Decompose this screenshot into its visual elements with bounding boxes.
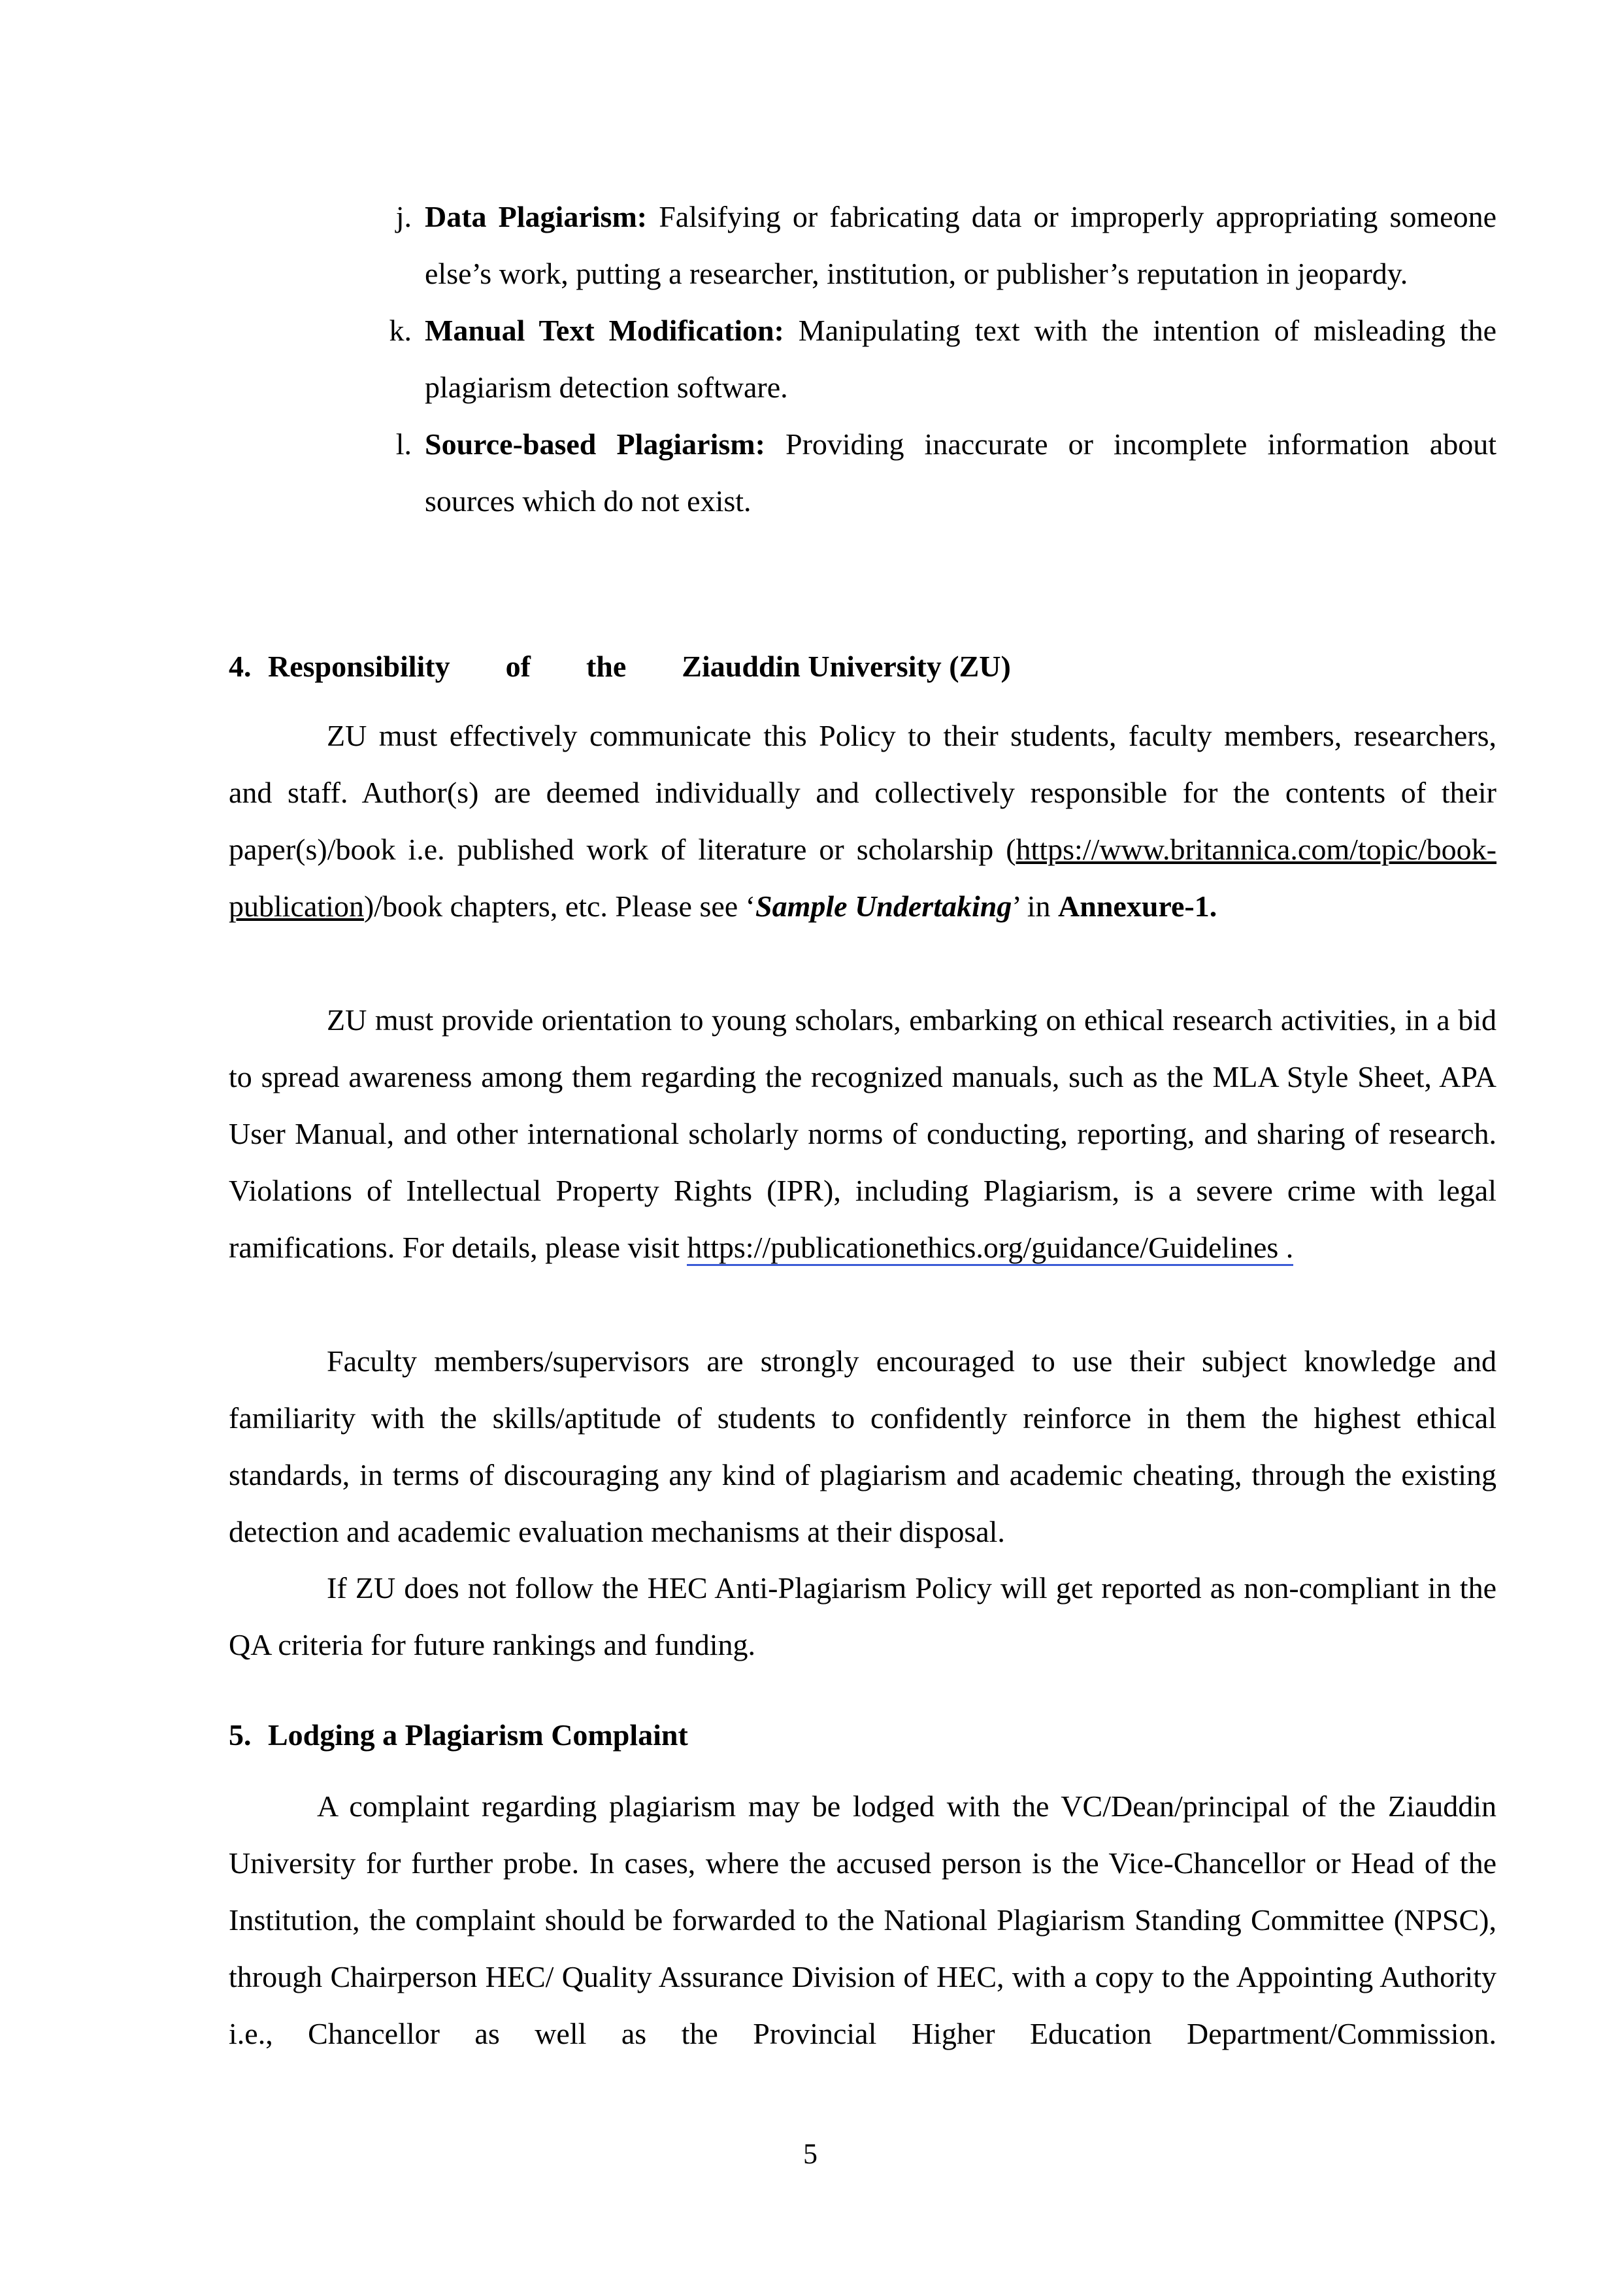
- list-term: Manual Text Modification:: [425, 314, 784, 347]
- page-number: 5: [803, 2138, 818, 2170]
- list-item: [366, 188, 1496, 302]
- section-number: 4.: [229, 650, 252, 683]
- section-number: 5.: [229, 1718, 252, 1752]
- paragraph-text: )/book chapters, etc. Please see ‘: [363, 890, 756, 923]
- heading-word: Ziauddin University (ZU): [682, 650, 1011, 683]
- paragraph-text: ZU must effectively communicate this Policy to their students, faculty members, researchers, and staff. Author(s) are deemed individually and collectively responsible for the contents of their paper(s)/book i.e. published work of literature or scholarship (: [229, 719, 1496, 866]
- annexure-ref: Annexure-1.: [1058, 890, 1217, 923]
- paragraph-text: ’ in: [1012, 890, 1059, 923]
- publicationethics-link[interactable]: https://publicationethics.org/guidance/Guidelines .: [687, 1231, 1293, 1266]
- paragraph: If ZU does not follow the HEC Anti-Plagiarism Policy will get reported as non-compliant in the QA criteria for future rankings and funding.: [229, 1571, 1496, 1661]
- list-term: Source-based Plagiarism:: [425, 427, 765, 461]
- plagiarism-types-list: [366, 188, 1496, 529]
- emphasis-text: Sample Undertaking: [755, 890, 1012, 923]
- list-marker: k.: [389, 314, 412, 347]
- paragraph: Faculty members/supervisors are strongly encouraged to use their subject knowledge and familiarity with the skills/aptitude of students to confidently reinforce in them the highest ethical standards, in terms of discouraging any kind of plagiarism and academic cheating, through the existing detection and academic evaluation mechanisms at their disposal.: [229, 1344, 1496, 1548]
- list-item: [366, 302, 1496, 416]
- section-5-heading: [229, 1716, 688, 1755]
- heading-word: the: [586, 650, 627, 683]
- paragraph-text: ZU must provide orientation to young scholars, embarking on ethical research activities, in a bid to spread awareness among them regarding the recognized manuals, such as the MLA Style Sheet, APA User Manual, and other international scholarly norms of conducting, reporting, and sharing of research. Violations of Intellectual Property Rights (IPR), including Plagiarism, is a severe crime with legal ramifications. For details, please visit: [229, 1003, 1496, 1264]
- list-text: Manipulating text with the intention of misleading the plagiarism detection software.: [425, 314, 1496, 404]
- paragraph: A complaint regarding plagiarism may be lodged with the VC/Dean/principal of the Ziauddin University for further probe. In cases, where the accused person is the Vice-Chancellor or Head of the Institution, the complaint should be forwarded to the National Plagiarism Standing Committee (NPSC), through Chairperson HEC/ Quality Assurance Division of HEC, with a copy to the Appointing Authority i.e., Chancellor as well as the Provincial Higher Education Department/Commission.: [229, 1789, 1496, 2050]
- heading-title: Lodging a Plagiarism Complaint: [268, 1718, 688, 1752]
- section-4-heading: [229, 647, 1011, 686]
- heading-word: of: [505, 650, 531, 683]
- heading-word: Responsibility: [268, 650, 450, 683]
- list-marker: j.: [395, 200, 412, 233]
- list-marker: l.: [395, 427, 412, 461]
- paragraph: [229, 707, 1496, 935]
- britannica-link[interactable]: https://www.britannica.com/topic/book-publication: [229, 833, 1496, 923]
- list-term: Data Plagiarism:: [425, 200, 648, 233]
- list-text: Providing inaccurate or incomplete information about sources which do not exist.: [425, 427, 1496, 518]
- list-text: Falsifying or fabricating data or improperly appropriating someone else’s work, putting a researcher, institution, or publisher’s reputation in jeopardy.: [425, 200, 1496, 290]
- paragraph: [229, 991, 1496, 1276]
- list-item: [366, 416, 1496, 529]
